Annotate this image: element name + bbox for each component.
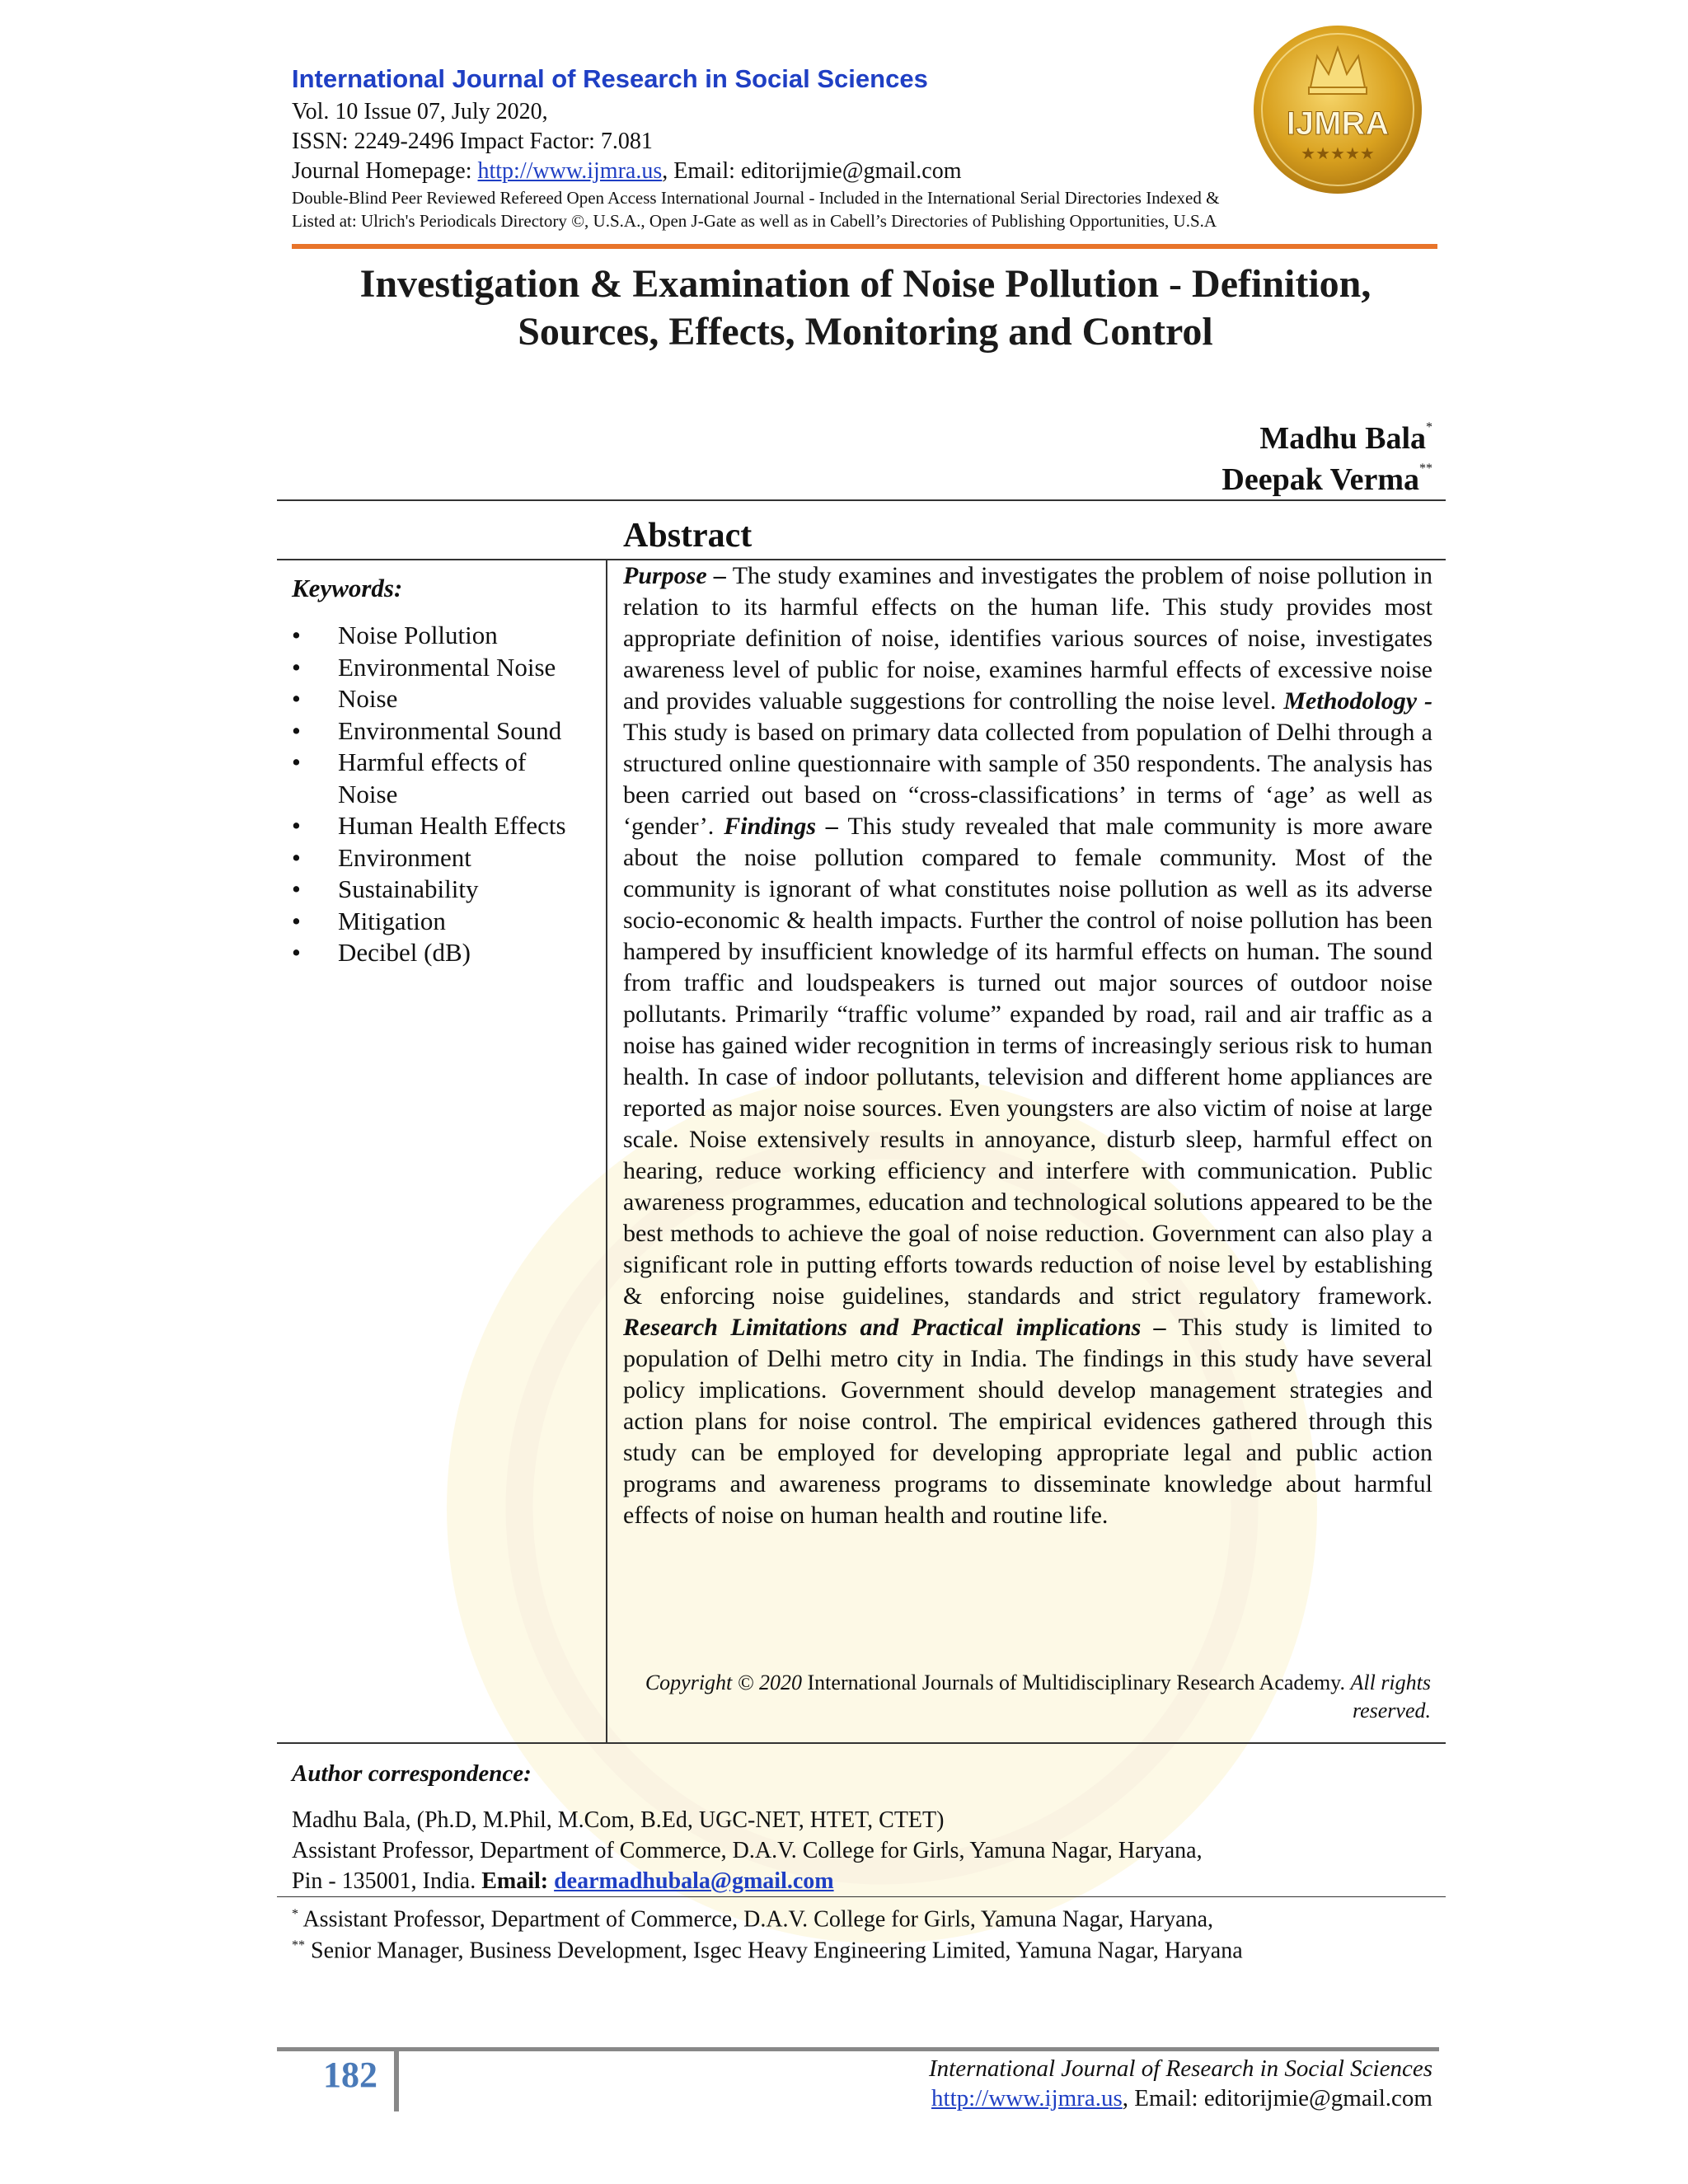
footnote-rule: [277, 1896, 1446, 1897]
author-2-name: Deepak Verma: [1221, 462, 1419, 497]
keyword-item: • Mitigation: [292, 906, 588, 938]
keyword-item: • Noise: [292, 683, 588, 715]
methodology-text: This study is based on primary data collected from population of Delhi through a structured online questionnaire with sample of 350 respondents. The analysis has been carried out based on “cross-classifications’ in terms of ‘age’ as well as ‘gender’.: [623, 719, 1432, 840]
footer-email: , Email: editorijmie@gmail.com: [1122, 2085, 1432, 2111]
abstract-heading: Abstract: [623, 517, 753, 555]
methodology-label: Methodology -: [1283, 687, 1432, 715]
keywords-list: [292, 620, 588, 969]
homepage-link[interactable]: http://www.ijmra.us: [477, 158, 663, 184]
footnote-2-text: Senior Manager, Business Development, Isgec Heavy Engineering Limited, Yamuna Nagar, Haryana: [305, 1938, 1243, 1964]
header-email: , Email: editorijmie@gmail.com: [662, 158, 962, 184]
footer-links: [931, 2085, 1432, 2112]
author-1-name: Madhu Bala: [1259, 421, 1426, 456]
keyword-item: • Noise Pollution: [292, 620, 588, 652]
page-number-bar: [394, 2047, 399, 2111]
footer-rule: [277, 2047, 1439, 2051]
logo-stars: ★★★★★: [1301, 143, 1375, 163]
footnote-1: [292, 1899, 1213, 1934]
keyword-item: • Decibel (dB): [292, 937, 588, 969]
footnote-2: [292, 1930, 1243, 1966]
purpose-text: The study examines and investigates the problem of noise pollution in relation to its harmful effects on the human life. This study provides most appropriate definition of noise, identifies various sources of noise, investigates awareness level of public for noise, examines harmful effects of excessive noise and provides valuable suggestions for controlling the noise level.: [623, 562, 1433, 715]
keywords-heading: Keywords:: [292, 574, 403, 602]
page-number: 182: [323, 2055, 377, 2095]
homepage-label: Journal Homepage:: [292, 158, 478, 184]
findings-text: This study revealed that male community is more aware about the noise pollution compared to female community. Most of the community is ignorant of what constitutes noise pollution as well as its adverse socio-economic & health impacts. Further the control of noise pollution has been hampered by insufficient knowledge of its harmful effects on human. The sound from traffic and loudspeakers is turned out major sources of outdoor noise pollutants. Primarily “traffic volume” expanded by road, rail and air traffic as a noise has gained wider recognition in terms of increasingly serious risk to human health. In case of indoor pollutants, television and different home appliances are reported as major noise sources. Even youngsters are also victim of noise at large scale. Noise extensively results in annoyance, disturb sleep, harmful effect on hearing, reduce working efficiency and interfere with communication. Public awareness programmes, education and technological solutions appeared to be the best methods to achieve the goal of noise reduction. Government can also play a significant role in putting efforts towards reduction of noise level by establishing & enforcing noise guidelines, standards and strict regulatory framework.: [623, 813, 1432, 1310]
correspondence-line-3: [292, 1866, 834, 1896]
paper-title: [247, 260, 1484, 356]
title-line-1: Investigation & Examination of Noise Pollution - Definition,: [359, 262, 1372, 306]
author-1: [1259, 420, 1432, 457]
author-2-mark: **: [1419, 462, 1432, 476]
footer-url-link[interactable]: http://www.ijmra.us: [931, 2085, 1123, 2111]
limitations-label: Research Limitations and Practical implications –: [623, 1314, 1166, 1341]
keyword-item: • Environment: [292, 842, 588, 874]
title-line-2: Sources, Effects, Monitoring and Control: [518, 310, 1213, 354]
footer-journal: International Journal of Research in Social Sciences: [928, 2055, 1432, 2082]
correspondence-line-1: Madhu Bala, (Ph.D, M.Phil, M.Com, B.Ed, UGC-NET, HTET, CTET): [292, 1807, 945, 1833]
author-1-mark: *: [1426, 420, 1432, 434]
indexing-line-1: Double-Blind Peer Reviewed Refereed Open Access International Journal - Included in the International Serial Directories Indexed &: [292, 188, 1220, 208]
indexing-line-2: Listed at: Ulrich's Periodicals Directory ©, U.S.A., Open J-Gate as well as in Cabell’s Directories of Publishing Opportunities, U.S.A: [292, 211, 1217, 231]
author-2: [1221, 462, 1432, 498]
ijmra-logo: [1251, 23, 1424, 196]
journal-volume: Vol. 10 Issue 07, July 2020,: [292, 99, 548, 124]
journal-issn: ISSN: 2249-2496 Impact Factor: 7.081: [292, 129, 653, 154]
findings-label: Findings –: [724, 813, 839, 840]
correspondence-line-2: Assistant Professor, Department of Commerce, D.A.V. College for Girls, Yamuna Nagar, Haryana,: [292, 1838, 1203, 1863]
author-email-link[interactable]: dearmadhubala@gmail.com: [554, 1868, 834, 1894]
purpose-label: Purpose –: [623, 562, 726, 589]
keyword-item: • Environmental Noise: [292, 652, 588, 684]
footnote-1-text: Assistant Professor, Department of Commerce, D.A.V. College for Girls, Yamuna Nagar, Haryana,: [298, 1906, 1214, 1933]
pin-text: Pin - 135001, India.: [292, 1868, 482, 1894]
keyword-item: • Sustainability: [292, 874, 588, 906]
copyright-prefix: Copyright © 2020: [645, 1671, 803, 1694]
journal-name: International Journal of Research in Social Sciences: [292, 64, 928, 93]
email-label: Email:: [481, 1868, 555, 1894]
footnote-1-mark: *: [292, 1907, 298, 1921]
footnote-2-mark: **: [292, 1938, 305, 1952]
logo-text: IJMRA: [1286, 105, 1390, 142]
limitations-text: This study is limited to population of Delhi metro city in India. The findings in this study have several policy implications. Government should develop management strategies and action plans for noise control. The empirical evidences gathered through this study can be employed for developing appropriate legal and public action programs and awareness programs to disseminate knowledge about harmful effects of noise on human health and routine life.: [623, 1314, 1432, 1529]
copyright-notice: [623, 1669, 1431, 1725]
header-divider: [292, 244, 1437, 249]
copyright-suffix: All rights reserved.: [1350, 1671, 1431, 1722]
copyright-body: International Journals of Multidisciplinary Research Academy.: [802, 1671, 1351, 1694]
abstract-bottom-rule: [277, 1742, 1446, 1744]
column-divider: [606, 560, 607, 1743]
keyword-item: • Harmful effects of Noise: [292, 747, 588, 810]
authors-divider: [277, 499, 1446, 501]
correspondence-heading: Author correspondence:: [292, 1760, 532, 1787]
keyword-item: • Human Health Effects: [292, 810, 588, 842]
keyword-item: • Environmental Sound: [292, 715, 588, 748]
abstract-body: [623, 560, 1432, 1531]
journal-homepage: [292, 157, 962, 186]
